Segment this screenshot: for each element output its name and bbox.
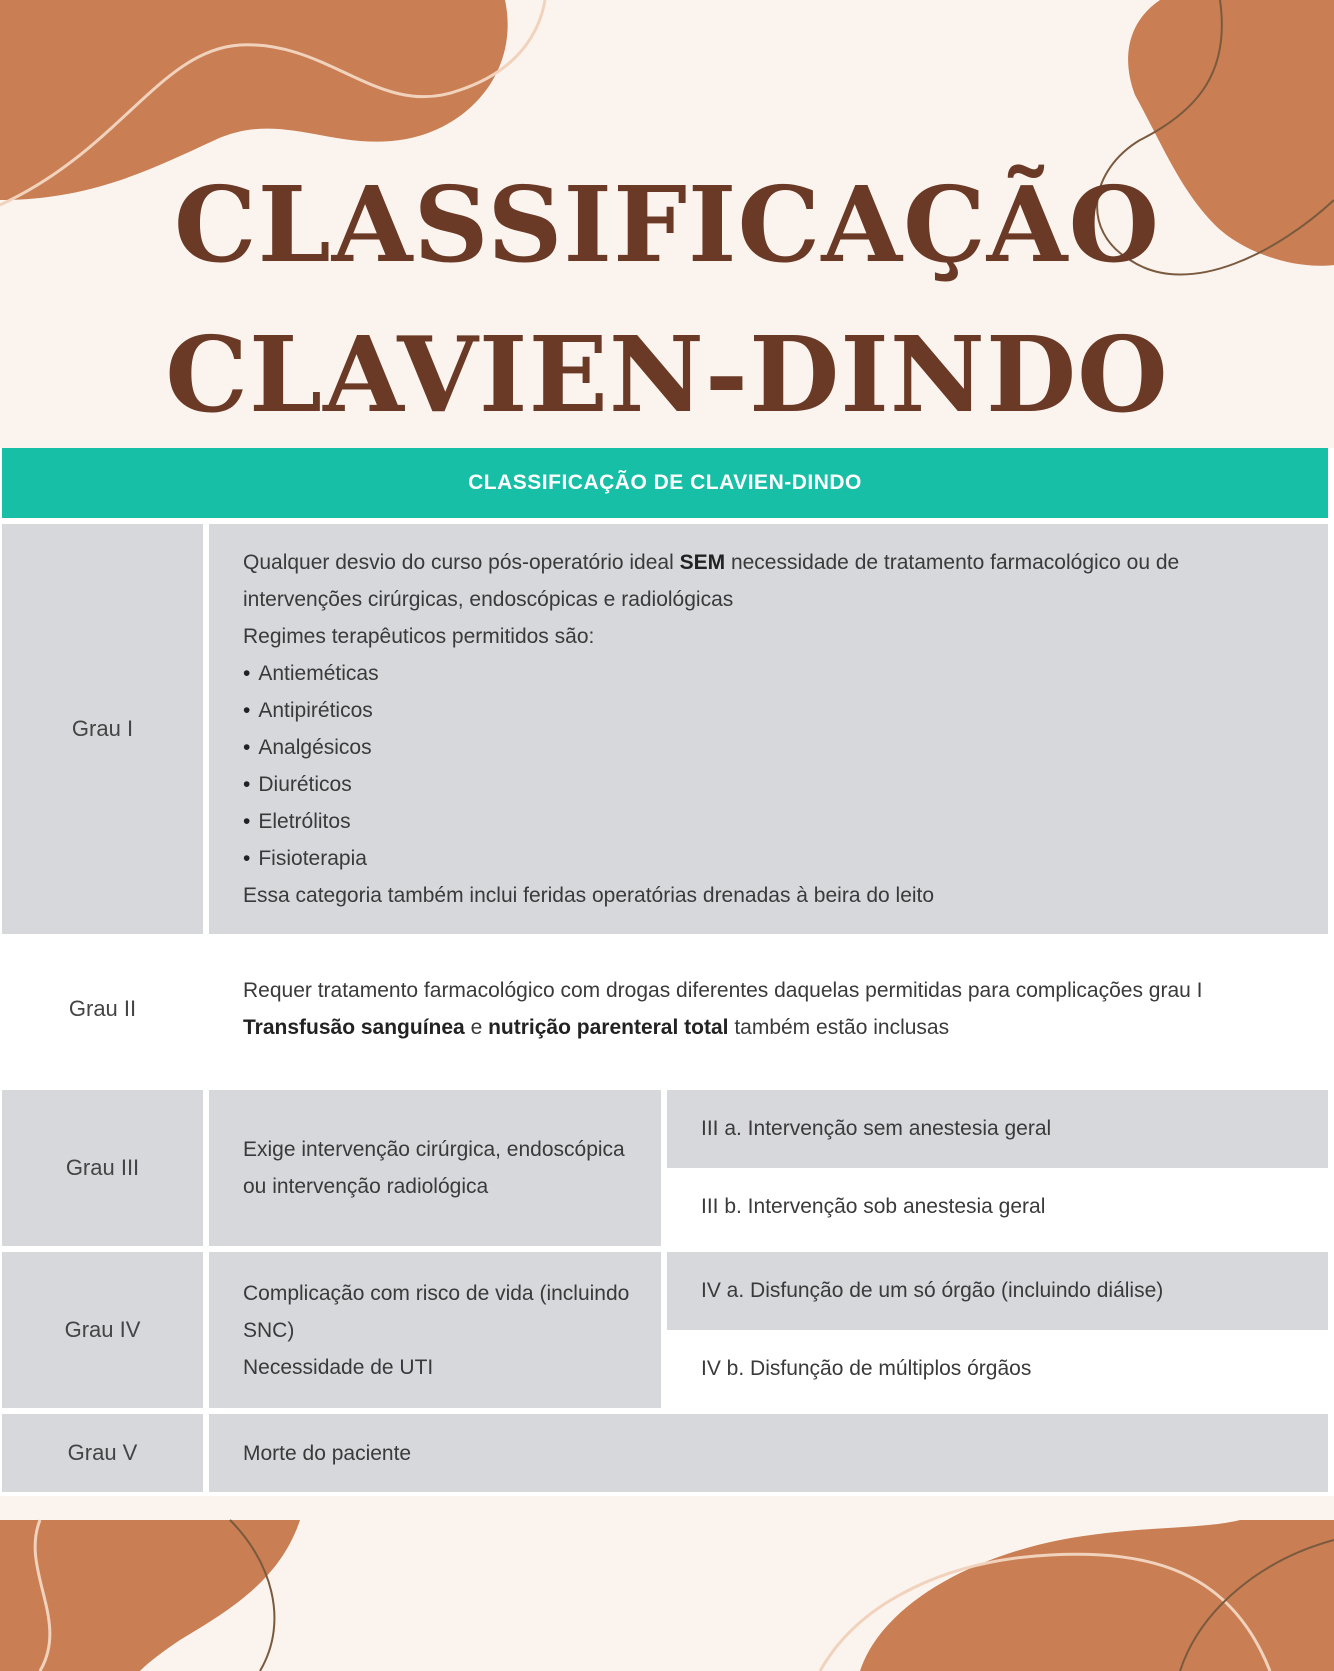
grau1-regimes: Regimes terapêuticos permitidos são: <box>243 625 595 648</box>
table-header: CLASSIFICAÇÃO DE CLAVIEN-DINDO <box>2 448 1328 521</box>
table-row-grau-4a <box>2 1249 1328 1330</box>
grade-label: Grau I <box>2 521 206 934</box>
subgrade-b: III b. Intervenção sob anestesia geral <box>664 1168 1328 1249</box>
grade-label: Grau V <box>2 1411 206 1492</box>
grau1-definition: Qualquer desvio do curso pós-operatório ideal SEM necessidade de tratamento farmacológico ou de intervenções cirúrgicas, endoscópicas e radiológicas <box>243 551 1180 611</box>
grau2-definition: Requer tratamento farmacológico com drogas diferentes daquelas permitidas para complicações grau I <box>243 979 1203 1002</box>
grau1-footer: Essa categoria também inclui feridas operatórias drenadas à beira do leito <box>243 884 935 907</box>
list-item: • Diuréticos <box>243 766 1298 803</box>
emphasis-sem: SEM <box>679 551 726 574</box>
grade-label: Grau III <box>2 1087 206 1249</box>
bottom-right-blob <box>860 1520 1334 1671</box>
grade-description <box>206 521 1328 934</box>
grade-description <box>206 934 1328 1087</box>
grade-description <box>206 1249 664 1411</box>
grau4-description-2: Necessidade de UTI <box>243 1355 434 1379</box>
title-line-1: CLASSIFICAÇÃO <box>173 163 1161 286</box>
table-row-grau-1 <box>2 521 1328 934</box>
emphasis-nutrition: nutrição parenteral total <box>488 1016 729 1039</box>
subgrade-a: IV a. Disfunção de um só órgão (incluindo diálise) <box>664 1249 1328 1330</box>
page-title <box>0 150 1334 450</box>
grau4-description-1: Complicação com risco de vida (incluindo SNC) <box>243 1281 630 1342</box>
list-item: • Antieméticas <box>243 655 1298 692</box>
allowed-treatments-list <box>243 655 1298 877</box>
subgrade-a: III a. Intervenção sem anestesia geral <box>664 1087 1328 1168</box>
emphasis-transfusion: Transfusão sanguínea <box>243 1016 465 1039</box>
title-line-2: CLAVIEN-DINDO <box>165 313 1169 436</box>
grade-description: Morte do paciente <box>206 1411 1328 1492</box>
table-row-grau-3a <box>2 1087 1328 1168</box>
list-item: • Fisioterapia <box>243 840 1298 877</box>
list-item: • Analgésicos <box>243 729 1298 766</box>
table-row-grau-2 <box>2 934 1328 1087</box>
subgrade-b: IV b. Disfunção de múltiplos órgãos <box>664 1330 1328 1411</box>
grau2-included: Transfusão sanguínea e nutrição parenteral total também estão inclusas <box>243 1016 950 1039</box>
table-row-grau-5 <box>2 1411 1328 1492</box>
list-item: • Eletrólitos <box>243 803 1298 840</box>
classification-table-card <box>0 448 1334 1496</box>
grade-description: Exige intervenção cirúrgica, endoscópica ou intervenção radiológica <box>206 1087 664 1249</box>
grade-label: Grau II <box>2 934 206 1087</box>
classification-table <box>2 448 1328 1492</box>
list-item: • Antipiréticos <box>243 692 1298 729</box>
grade-label: Grau IV <box>2 1249 206 1411</box>
